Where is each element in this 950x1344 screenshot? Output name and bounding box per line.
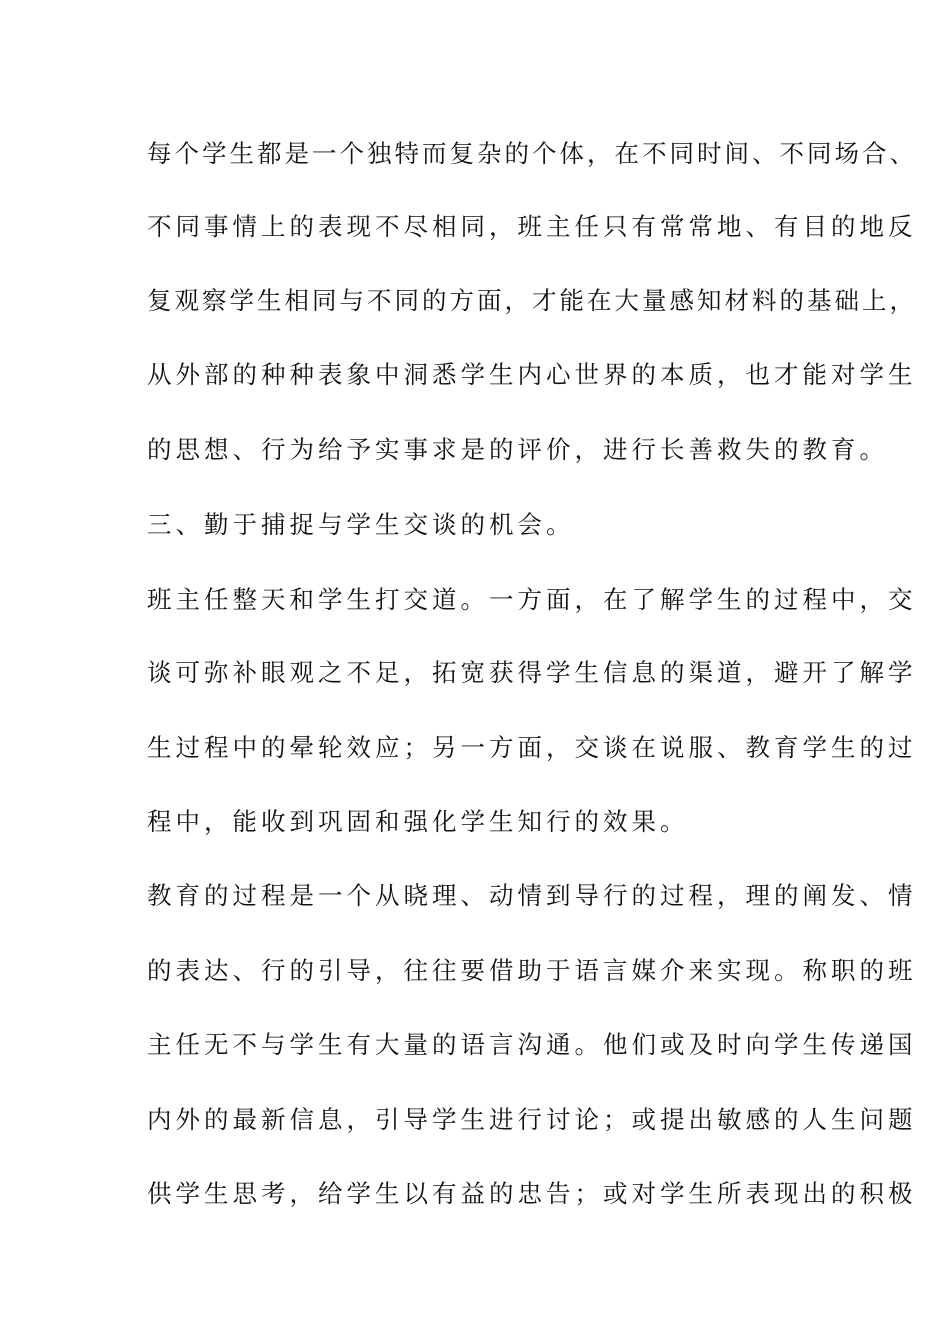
- text-line: 复观察学生相同与不同的方面，才能在大量感知材料的基础上，: [147, 286, 917, 315]
- text-line: 从外部的种种表象中洞悉学生内心世界的本质，也才能对学生: [147, 360, 917, 389]
- text-line: 的思想、行为给予实事求是的评价，进行长善救失的教育。: [147, 435, 888, 464]
- text-line: 每个学生都是一个独特而复杂的个体，在不同时间、不同场合、: [147, 139, 917, 168]
- text-line: 的表达、行的引导，往往要借助于语言媒介来实现。称职的班: [147, 956, 917, 985]
- text-line: 谈可弥补眼观之不足，拓宽获得学生信息的渠道，避开了解学: [147, 658, 917, 687]
- text-line: 内外的最新信息，引导学生进行讨论；或提出敏感的人生问题: [147, 1105, 917, 1134]
- text-line: 供学生思考，给学生以有益的忠告；或对学生所表现出的积极: [147, 1179, 917, 1208]
- section-heading: 三、勤于捕捉与学生交谈的机会。: [147, 510, 575, 539]
- text-line: 教育的过程是一个从晓理、动情到导行的过程，理的阐发、情: [147, 881, 917, 910]
- text-line: 班主任整天和学生打交道。一方面，在了解学生的过程中，交: [147, 585, 917, 614]
- text-line: 生过程中的晕轮效应；另一方面，交谈在说服、教育学生的过: [147, 733, 917, 762]
- text-line: 程中，能收到巩固和强化学生知行的效果。: [147, 807, 689, 836]
- text-line: 不同事情上的表现不尽相同，班主任只有常常地、有目的地反: [147, 212, 917, 241]
- text-line: 主任无不与学生有大量的语言沟通。他们或及时向学生传递国: [147, 1030, 917, 1059]
